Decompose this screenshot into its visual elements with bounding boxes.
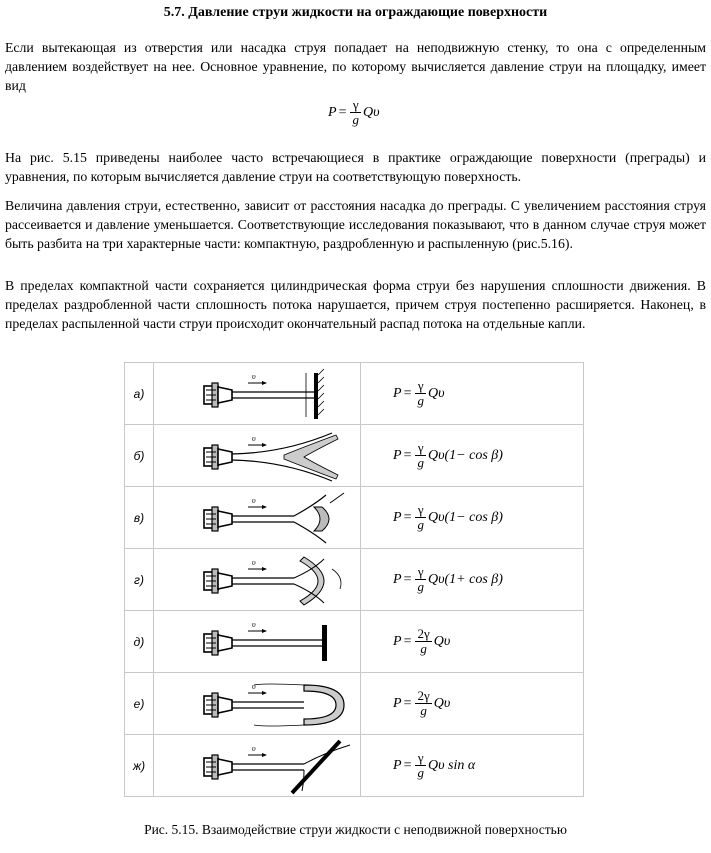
svg-text:υ: υ — [252, 682, 256, 691]
formula-lhs: P — [393, 757, 402, 773]
figure-row-diagram — [154, 735, 361, 797]
formula-lhs: P — [328, 104, 337, 120]
formula-denominator: g — [415, 703, 431, 718]
formula-numerator: 2γ — [417, 626, 430, 641]
formula-denominator: g — [417, 765, 424, 780]
formula-denominator: g — [417, 393, 424, 408]
figure-row-diagram — [154, 611, 361, 673]
formula-tail: Qυ — [433, 633, 451, 649]
formula-lhs: P — [393, 447, 402, 463]
figure-row-formula — [361, 673, 584, 735]
figure-row-label: б) — [125, 425, 154, 487]
svg-text:υ: υ — [252, 558, 256, 567]
formula-lhs: P — [393, 633, 402, 649]
figure-row-formula — [361, 363, 584, 425]
svg-text:υ: υ — [252, 620, 256, 629]
svg-text:υ: υ — [252, 496, 256, 505]
formula-eq: = — [403, 695, 412, 711]
figure-row — [125, 363, 584, 425]
paragraph-2: На рис. 5.15 приведены наиболее часто встречающиеся в практике ограждающие поверхности (преграды) и уравнения, по которым вычисляется давление струи на соответствующую поверхность. — [5, 150, 706, 185]
formula-eq: = — [403, 757, 412, 773]
formula-fraction — [415, 503, 426, 532]
main-formula — [328, 98, 380, 127]
figure-row-formula — [361, 735, 584, 797]
formula-denominator: g — [417, 455, 424, 470]
formula-tail: Qυ(1− cos β) — [427, 509, 503, 525]
formula-lhs: P — [393, 385, 402, 401]
figure-row-formula — [361, 425, 584, 487]
figure-row-label: в) — [125, 487, 154, 549]
formula-numerator: γ — [417, 378, 424, 393]
jet-diagram — [154, 549, 360, 610]
formula-fraction — [415, 751, 426, 780]
figure-row — [125, 487, 584, 549]
jet-diagram — [154, 611, 360, 672]
svg-text:υ: υ — [252, 744, 256, 753]
formula-tail: Qυ — [362, 104, 380, 120]
paragraph-4: В пределах компактной части сохраняется цилиндрическая форма струи без нарушения сплошности движения. В пределах раздробленной части сплошность потока нарушается, причем струя постепенно расширяется. Наконец, в пределах распыленной части струи происходит окончательный распад потока на отдельные капли. — [5, 278, 706, 332]
jet-diagram — [154, 487, 360, 548]
formula-lhs: P — [393, 571, 402, 587]
formula-denominator: g — [417, 579, 424, 594]
figure-row — [125, 735, 584, 797]
formula-fraction — [350, 98, 361, 127]
figure-row-diagram — [154, 549, 361, 611]
formula-eq: = — [403, 447, 412, 463]
formula-fraction — [415, 441, 426, 470]
formula-eq: = — [403, 509, 412, 525]
formula-numerator: γ — [352, 97, 359, 112]
figure-row-diagram — [154, 673, 361, 735]
figure-row — [125, 673, 584, 735]
formula-lhs: P — [393, 509, 402, 525]
figure-row-formula — [361, 549, 584, 611]
formula-tail: Qυ(1− cos β) — [427, 447, 503, 463]
figure-row-label: е) — [125, 673, 154, 735]
formula-fraction — [415, 565, 426, 594]
figure-caption: Рис. 5.15. Взаимодействие струи жидкости с неподвижной поверхностью — [144, 822, 567, 837]
formula-tail: Qυ(1+ cos β) — [427, 571, 503, 587]
figure-row-formula — [361, 487, 584, 549]
figure-table — [124, 362, 584, 797]
jet-diagram — [154, 425, 360, 486]
formula-eq: = — [403, 385, 412, 401]
paragraph-3: Величина давления струи, естественно, зависит от расстояния насадка до преграды. С увеличением расстояния струя рассеивается и давление уменьшается. Соответствующие исследования показывают, что в данном случае струя может быть разбита на три характерные части: компактную, раздробленную и распыленную (рис.5.16). — [5, 198, 706, 252]
jet-diagram — [154, 673, 360, 734]
svg-text:υ: υ — [252, 434, 256, 443]
figure-row-formula — [361, 611, 584, 673]
formula-numerator: γ — [417, 750, 424, 765]
formula-fraction — [415, 627, 431, 656]
formula-numerator: 2γ — [417, 688, 430, 703]
paragraph-1: Если вытекающая из отверстия или насадка струя попадает на неподвижную стенку, то она с определенным давлением воздействует на нее. Основное уравнение, по которому вычисляется давление струи на площадку, имеет вид — [5, 40, 706, 94]
formula-numerator: γ — [417, 440, 424, 455]
figure-row-label: ж) — [125, 735, 154, 797]
formula-eq: = — [403, 571, 412, 587]
figure-row — [125, 549, 584, 611]
formula-denominator: g — [415, 641, 431, 656]
figure-row-diagram — [154, 487, 361, 549]
jet-diagram — [154, 735, 360, 796]
formula-tail: Qυ — [427, 385, 445, 401]
section-title: 5.7. Давление струи жидкости на ограждающие поверхности — [163, 5, 548, 20]
jet-diagram — [154, 363, 360, 424]
formula-eq: = — [338, 104, 347, 120]
formula-numerator: γ — [417, 564, 424, 579]
figure-row — [125, 425, 584, 487]
figure-row-label: а) — [125, 363, 154, 425]
figure-row — [125, 611, 584, 673]
formula-fraction — [415, 379, 426, 408]
figure-row-diagram — [154, 425, 361, 487]
formula-fraction — [415, 689, 431, 718]
formula-tail: Qυ sin α — [427, 757, 476, 773]
figure-row-diagram — [154, 363, 361, 425]
formula-tail: Qυ — [433, 695, 451, 711]
figure-row-label: г) — [125, 549, 154, 611]
formula-denominator: g — [417, 517, 424, 532]
formula-eq: = — [403, 633, 412, 649]
formula-numerator: γ — [417, 502, 424, 517]
formula-denominator: g — [352, 112, 359, 127]
svg-text:υ: υ — [252, 372, 256, 381]
formula-lhs: P — [393, 695, 402, 711]
figure-row-label: д) — [125, 611, 154, 673]
